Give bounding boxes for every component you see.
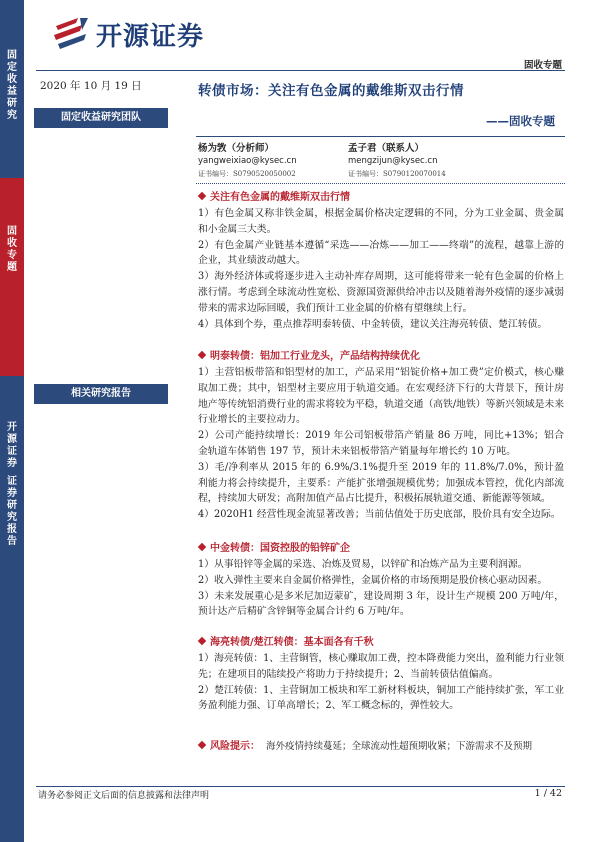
section-heading: 海亮转债/楚江转债：基本面各有千秋: [198, 633, 564, 648]
side-label-topic: 固 收 专 题: [0, 178, 24, 376]
section-zhongjin: [198, 539, 564, 620]
section-heading: 中金转债：国资控股的铅锌矿企: [198, 539, 564, 554]
author-block: [198, 142, 297, 181]
paragraph: 1）从事铅锌等金属的采选、冶炼及贸易，以锌矿和冶炼产品为主要利润源。: [198, 559, 528, 570]
author-name: 杨为敩（分析师）: [198, 143, 275, 154]
related-reports-label: 相关研究报告: [34, 384, 168, 404]
paragraph: 4）具体到个券，重点推荐明泰转债、中金转债，建议关注海亮转债、楚江转债。: [198, 318, 548, 330]
paragraph: 2）公司产能持续增长：2019 年公司铝板带箔产销量 86 万吨，同比+13%；铝合金轨道车体销售 197 节，预计未来铝板带箔产销量每年增长约 10 万吨。: [198, 430, 564, 457]
author-bottom-divider: [196, 183, 565, 184]
diamond-bullet-icon: [198, 350, 206, 358]
paragraph: 3）毛/净利率从 2015 年的 6.9%/3.1%提升至 2019 年的 11.8%/7.0%，预计盈利能力将会持续提升，主要系：产能扩张增强规模优势；加强成本管控，优化内部流程，持续加大研发；高附加值产品占比提升，积极拓展轨道交通、新能源等领域。: [198, 461, 564, 505]
section-metals-thesis: [198, 188, 564, 332]
risk-text: 海外疫情持续蔓延；全球流动性超预期收紧；下游需求不及预期: [266, 740, 533, 752]
report-subtitle: ——固收专题: [486, 114, 555, 128]
section-hailiang-chujiang: [198, 633, 564, 714]
paragraph: 3）海外经济体或将逐步进入主动补库存周期，这可能将带来一轮有色金属的价格上涨行情。考虑到全球流动性宽松、资源国资源供给冲击以及随着海外疫情的逐步减弱带来的需求边际回暖，我们预计工业金属的价格有望继续上行。: [198, 271, 564, 314]
author-block: [348, 142, 446, 181]
author-email[interactable]: yangweixiao@kysec.cn: [198, 156, 297, 166]
team-label: 固定收益研究团队: [34, 108, 168, 128]
author-name: 孟子君（联系人）: [348, 143, 425, 154]
author-email[interactable]: mengzijun@kysec.cn: [348, 156, 438, 166]
logo-mark-icon: [52, 14, 92, 54]
logo-text: 开源证券: [96, 21, 205, 52]
section-heading: 关注有色金属的戴维斯双击行情: [198, 188, 564, 203]
section-heading: 明泰转债：铝加工行业龙头，产品结构持续优化: [198, 347, 564, 362]
diamond-bullet-icon: [198, 191, 206, 199]
report-title: 转债市场：关注有色金属的戴维斯双击行情: [198, 83, 464, 99]
side-band: [0, 0, 24, 842]
company-logo: [52, 14, 204, 54]
header-divider: [36, 70, 565, 71]
report-date: 2020 年 10 月 19 日: [40, 80, 142, 92]
side-label-fixed-income: 固 定 收 益 研 究: [0, 0, 24, 178]
paragraph: 2）有色金属产业链基本遵循“采选——冶炼——加工——终端”的流程，越靠上游的企业，其业绩波动越大。: [198, 239, 564, 267]
paragraph: 1）主营铝板带箔和铝型材的加工，产品采用“铝锭价格+加工费”定价模式，核心赚取加工费；其中，铝型材主要应用于轨道交通。在宏观经济下行的大背景下，预计房地产等传统铝消费行业的需求将较为平稳，轨道交通（高铁/地铁）等新兴领域是未来行业增长的主要拉动力。: [198, 367, 564, 426]
paragraph: 4）2020H1 经营性现金流显著改善；当前估值处于历史底部，股价具有安全边际。: [198, 509, 561, 521]
header-category: 固收专题: [523, 60, 562, 71]
risk-warning: [198, 737, 564, 752]
footer-disclaimer: 请务必参阅正文后面的信息披露和法律声明: [38, 791, 210, 801]
risk-label: 风险提示：: [210, 741, 260, 752]
paragraph: 3）未来发展重心是多米尼加迈蒙矿，建设周期 3 年，设计生产规模 200 万吨/年，预计达产后精矿含锌铜等金属合计约 6 万吨/年。: [198, 590, 564, 618]
page-number: 1 / 42: [534, 788, 562, 799]
diamond-bullet-icon: [198, 636, 206, 644]
diamond-bullet-icon: [198, 542, 206, 550]
side-label-brokerage: 开 源 证 券 证 券 研 究 报 告: [0, 376, 24, 842]
diamond-bullet-icon: [198, 740, 206, 748]
paragraph: 1）海亮转债：1、主营铜管，核心赚取加工费，控本降费能力突出，盈利能力行业领先；在建项目的陆续投产将助力于持续提升；2、当前转债估值偏高。: [198, 653, 564, 680]
paragraph: 2）收入弹性主要来自金属价格弹性，金属价格的市场预期是股价核心驱动因素。: [198, 574, 548, 586]
author-cert: 证书编号：S0790120070014: [348, 170, 446, 178]
author-divider: [196, 136, 565, 137]
paragraph: 2）楚江转债：1、主营铜加工板块和军工新材料板块，铜加工产能持续扩张，军工业务盈利能力强、订单高增长；2、军工概念标的，弹性较大。: [198, 684, 564, 712]
footer-divider: [36, 786, 565, 787]
author-cert: 证书编号：S0790520050002: [198, 170, 296, 178]
paragraph: 1）有色金属又称非铁金属，根据金属价格决定逻辑的不同，分为工业金属、贵金属和小金属三大类。: [198, 208, 564, 235]
section-mingtai: [198, 347, 564, 523]
